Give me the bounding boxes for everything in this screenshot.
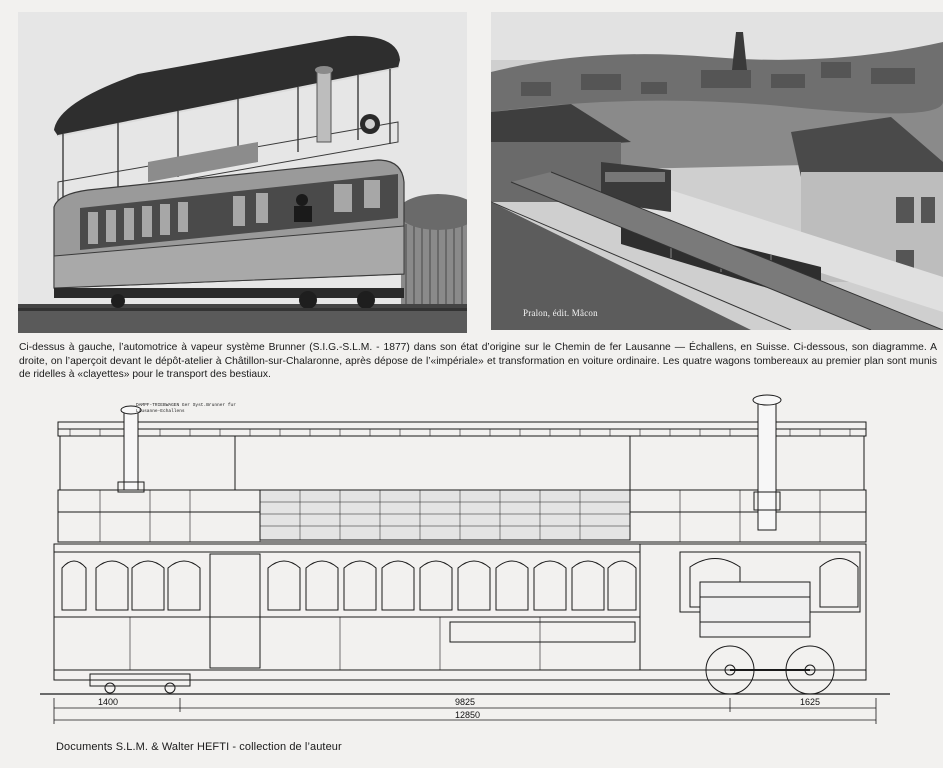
depot-landscape-photo	[491, 12, 943, 330]
photo-caption: Ci-dessus à gauche, l’automotrice à vapeur système Brunner (S.I.G.-S.L.M. - 1877) dans son état d’origine sur le Chemin de fer Lausanne — Échallens, en Suisse. Ci-dessous, son diagramme. A droite, on l’aperçoit devant le dépôt-atelier à Châtillon-sur-Chalaronne, après dépose de l’«impériale» et transformation en voiture ordinaire. Les quatre wagons tombereaux au premier plan sont munis de ridelles à «clayettes» pour le transport des bestiaux.	[19, 342, 937, 381]
documents-credit: Documents S.L.M. & Walter HEFTI - collection de l’auteur	[56, 741, 342, 753]
railcar-diagram	[40, 392, 890, 727]
diagram-title-line1: DAMPF-TRIEBWAGEN Ger Syst.Brunner fur	[136, 403, 236, 408]
dimension-right: 1625	[800, 697, 821, 707]
steam-railcar-photo	[18, 12, 467, 333]
depot-illustration	[491, 12, 943, 330]
dimension-middle: 9825	[455, 697, 476, 707]
diagram-title-line2: Lausanne-Echallens	[136, 409, 185, 414]
railcar-line-drawing	[40, 392, 890, 727]
photo-stamp: Pralon, édit. Mâcon	[523, 308, 598, 318]
dimension-left: 1400	[98, 697, 119, 707]
dimension-total: 12850	[455, 710, 481, 720]
steam-railcar-illustration	[18, 12, 467, 333]
